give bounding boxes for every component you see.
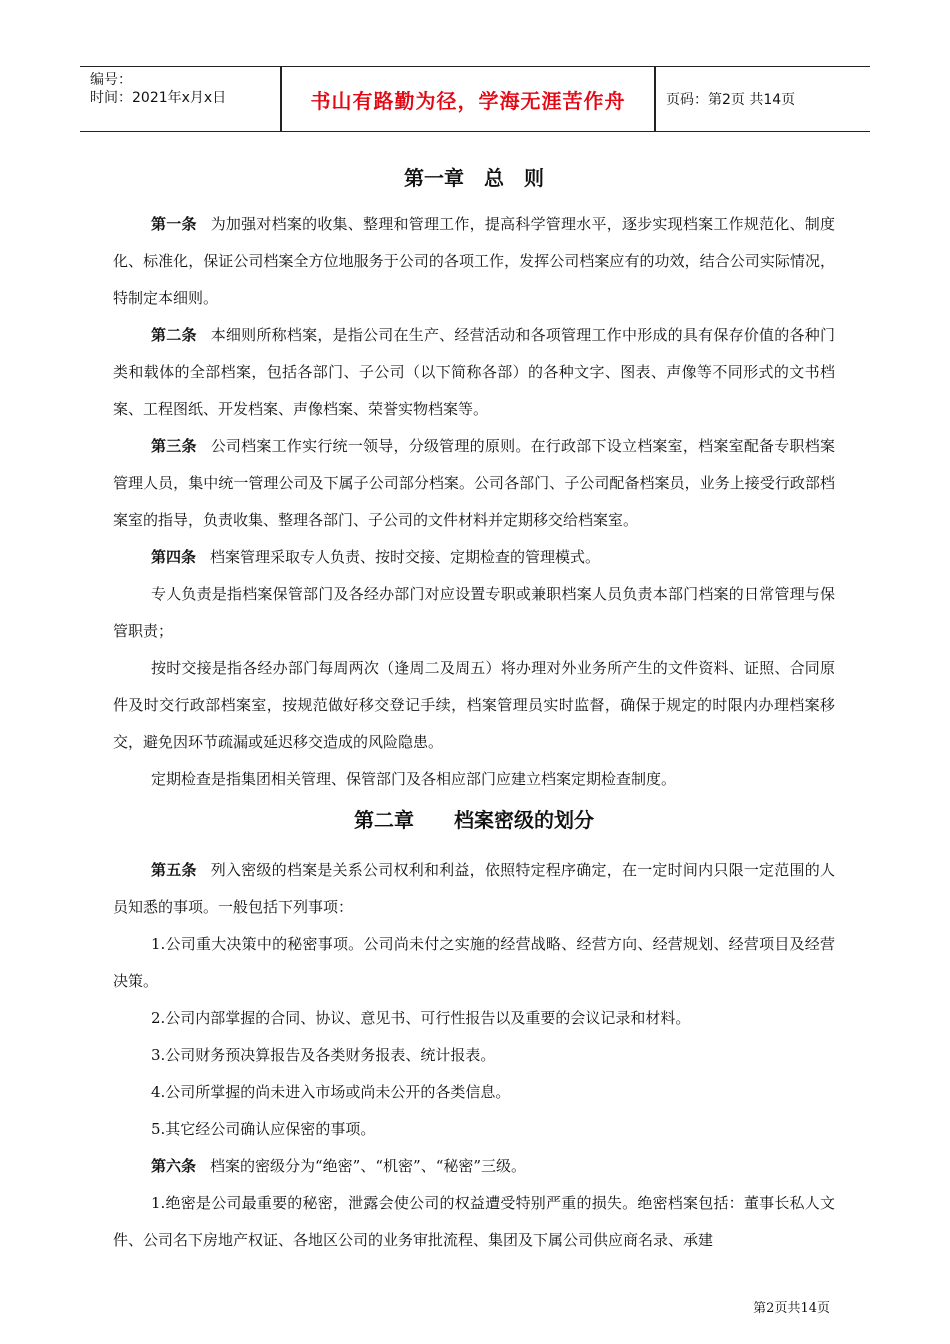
paragraph bbox=[113, 650, 835, 761]
paragraph-text: 5.其它经公司确认应保密的事项。 bbox=[151, 1120, 376, 1138]
paragraph bbox=[113, 317, 835, 428]
paragraph bbox=[113, 1074, 835, 1111]
paragraph bbox=[113, 761, 835, 798]
paragraph bbox=[113, 1037, 835, 1074]
time-label: 时间：2021年x月x日 bbox=[90, 90, 227, 106]
chapter-2-title: 第二章 档案密级的划分 bbox=[354, 808, 594, 832]
paragraph bbox=[113, 539, 835, 576]
chapter-1-title: 第一章 总 则 bbox=[404, 166, 544, 190]
header-motto: 书山有路勤为径，学海无涯苦作舟 bbox=[310, 88, 626, 113]
paragraph-text: 4.公司所掌握的尚未进入市场或尚未公开的各类信息。 bbox=[151, 1083, 511, 1101]
article-label: 第四条 bbox=[151, 548, 197, 566]
paragraph-text: 专人负责是指档案保管部门及各经办部门对应设置专职或兼职档案人员负责本部门档案的日常管理与保管职责； bbox=[113, 585, 835, 640]
header-page-info: 页码：第2页 共14页 bbox=[666, 92, 796, 108]
paragraph-text: 列入密级的档案是关系公司权利和利益，依照特定程序确定，在一定时间内只限一定范围的人员知悉的事项。一般包括下列事项： bbox=[113, 861, 835, 916]
paragraph bbox=[113, 1000, 835, 1037]
paragraph-text: 为加强对档案的收集、整理和管理工作，提高科学管理水平，逐步实现档案工作规范化、制度化、标准化，保证公司档案全方位地服务于公司的各项工作，发挥公司档案应有的功效，结合公司实际情况，特制定本细则。 bbox=[113, 215, 835, 307]
paragraph-text: 2.公司内部掌握的合同、协议、意见书、可行性报告以及重要的会议记录和材料。 bbox=[151, 1009, 691, 1027]
number-label: 编号： bbox=[90, 72, 132, 88]
paragraph bbox=[113, 428, 835, 539]
paragraph bbox=[113, 926, 835, 1000]
paragraph-text: 1.公司重大决策中的秘密事项。公司尚未付之实施的经营战略、经营方向、经营规划、经营项目及经营决策。 bbox=[113, 935, 835, 990]
paragraph-text: 1.绝密是公司最重要的秘密，泄露会使公司的权益遭受特别严重的损失。绝密档案包括：董事长私人文件、公司名下房地产权证、各地区公司的业务审批流程、集团及下属公司供应商名录、承建 bbox=[113, 1194, 835, 1249]
paragraph-text: 公司档案工作实行统一领导，分级管理的原则。在行政部下设立档案室，档案室配备专职档案管理人员，集中统一管理公司及下属子公司部分档案。公司各部门、子公司配备档案员，业务上接受行政部档案室的指导，负责收集、整理各部门、子公司的文件材料并定期移交给档案室。 bbox=[113, 437, 835, 529]
document-header bbox=[80, 66, 870, 132]
paragraph bbox=[113, 206, 835, 317]
paragraph bbox=[113, 576, 835, 650]
paragraph-text: 档案的密级分为“绝密”、“机密”、“秘密”三级。 bbox=[210, 1157, 527, 1175]
chapter-2-section bbox=[113, 852, 835, 1259]
paragraph-text: 本细则所称档案，是指公司在生产、经营活动和各项管理工作中形成的具有保存价值的各种门类和载体的全部档案，包括各部门、子公司（以下简称各部）的各种文字、图表、声像等不同形式的文书档案、工程图纸、开发档案、声像档案、荣誉实物档案等。 bbox=[113, 326, 835, 418]
article-label: 第三条 bbox=[151, 437, 197, 455]
article-label: 第一条 bbox=[151, 215, 197, 233]
header-meta bbox=[80, 67, 280, 131]
article-label: 第六条 bbox=[151, 1157, 197, 1175]
paragraph bbox=[113, 1111, 835, 1148]
article-label: 第二条 bbox=[151, 326, 197, 344]
paragraph-text: 档案管理采取专人负责、按时交接、定期检查的管理模式。 bbox=[210, 548, 601, 566]
document-body bbox=[113, 158, 835, 1259]
paragraph-text: 定期检查是指集团相关管理、保管部门及各相应部门应建立档案定期检查制度。 bbox=[151, 770, 677, 788]
paragraph-text: 按时交接是指各经办部门每周两次（逢周二及周五）将办理对外业务所产生的文件资料、证照、合同原件及时交行政部档案室，按规范做好移交登记手续，档案管理员实时监督，确保于规定的时限内办理档案移交，避免因环节疏漏或延迟移交造成的风险隐患。 bbox=[113, 659, 835, 751]
chapter-1-section bbox=[113, 206, 835, 798]
paragraph bbox=[113, 1148, 835, 1185]
paragraph bbox=[113, 1185, 835, 1259]
article-label: 第五条 bbox=[151, 861, 197, 879]
paragraph-text: 3.公司财务预决算报告及各类财务报表、统计报表。 bbox=[151, 1046, 496, 1064]
page-footer: 第2页共14页 bbox=[753, 1301, 830, 1316]
paragraph bbox=[113, 852, 835, 926]
